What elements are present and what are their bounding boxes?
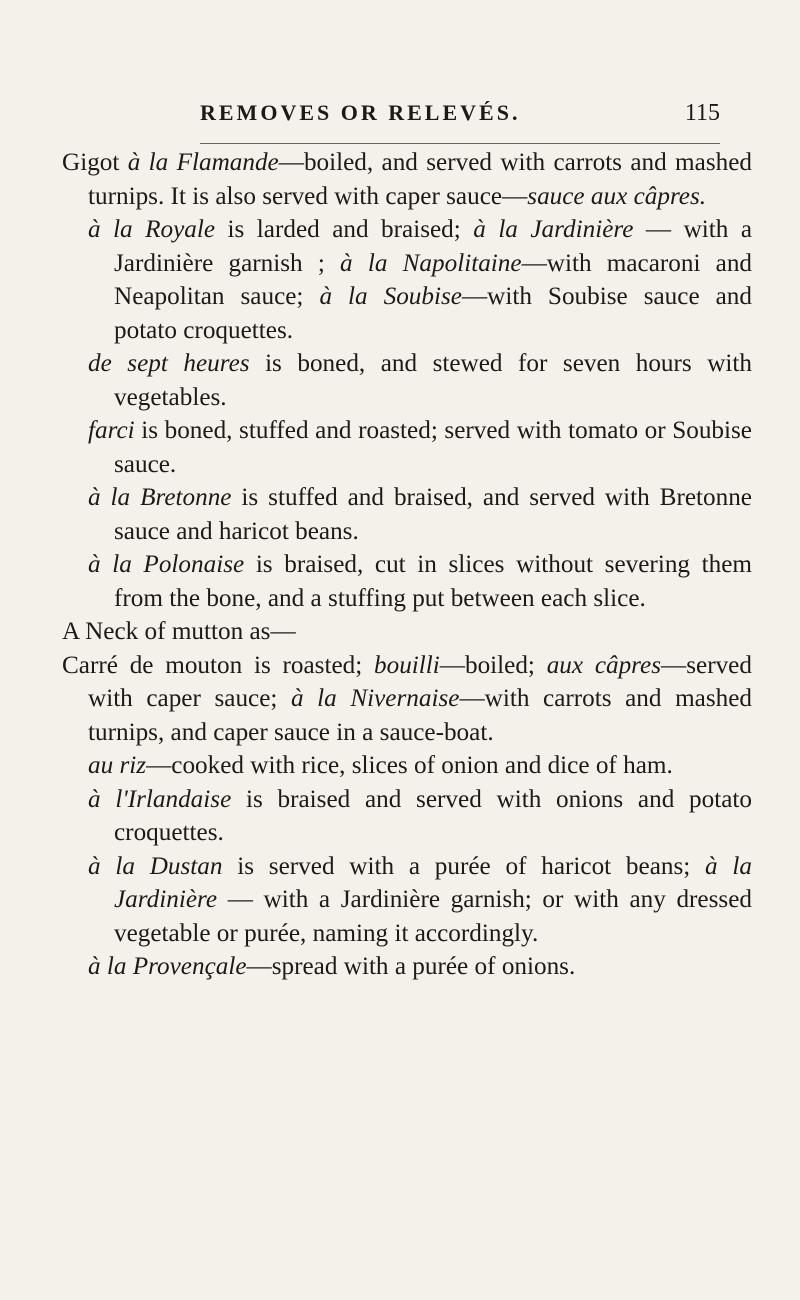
text-run: is larded and braised; [215, 216, 474, 243]
text-run: — with a Jardinière garnish ; [114, 216, 752, 277]
text-run: —with carrots and mashed turnips, and caper sauce in a sauce-boat. [88, 685, 753, 746]
text-run: —boiled; [439, 651, 547, 679]
text-run: is stuffed and braised, and served with Bretonne sauce and haricot beans. [114, 484, 752, 545]
text-run: —with macaroni and Neapolitan sauce; [114, 249, 753, 310]
italic-run: à l'Irlandaise [88, 785, 232, 813]
entry-dustan [62, 850, 752, 951]
text-run: Carré de mouton is roasted; [62, 651, 374, 679]
text-run: is braised and served with onions and potato croquettes. [114, 785, 752, 846]
italic-run: à la Jardinière [473, 216, 634, 243]
entry-royale [62, 213, 752, 347]
italic-run: à la Provençale [88, 953, 247, 980]
italic-run: de sept heures [88, 350, 250, 377]
chapter-title: REMOVES OR RELEVÉS. [200, 100, 521, 125]
italic-run: à la Soubise [319, 283, 462, 310]
entry-sept-heures [62, 347, 752, 414]
italic-run: à la Polonaise [88, 551, 245, 578]
page-number: 115 [684, 100, 720, 126]
italic-run: à la Nivernaise [290, 685, 460, 712]
running-header [200, 100, 720, 136]
entry-bretonne [62, 481, 752, 548]
entry-polonaise [62, 548, 752, 615]
recipe-text [62, 146, 752, 984]
italic-run: à la Royale [88, 216, 216, 243]
entry-au-riz [62, 749, 752, 783]
text-run: —spread with a purée of onions. [246, 953, 576, 980]
italic-run: à la Napolitaine [340, 249, 522, 277]
entry-gigot [62, 146, 752, 213]
entry-carre-de-mouton [62, 649, 752, 750]
text-run: — with a Jardinière garnish; or with any dressed vegetable or purée, naming it accordingly. [114, 886, 752, 947]
italic-run: farci [88, 417, 135, 444]
text-run: is boned, stuffed and roasted; served with tomato or Soubise sauce. [114, 417, 752, 478]
header-rule [200, 143, 720, 144]
entry-farci [62, 414, 752, 481]
italic-run: à la Jardinière [114, 852, 752, 913]
entry-provencale [62, 950, 752, 984]
text-run: —served with caper sauce; [88, 651, 752, 712]
text-run: Gigot [62, 149, 128, 176]
italic-run: à la Dustan [88, 852, 223, 880]
text-run: —with Soubise sauce and potato croquettes. [114, 283, 752, 344]
italic-run: à la Flamande [127, 149, 279, 176]
entry-neck-of-mutton [62, 615, 752, 649]
text-run: —cooked with rice, slices of onion and dice of ham. [146, 752, 673, 779]
italic-run: aux câpres [546, 651, 662, 679]
italic-run: bouilli [374, 651, 440, 679]
entry-irlandaise [62, 783, 752, 850]
italic-run: au riz [88, 752, 147, 779]
italic-run: sauce aux câpres. [527, 182, 707, 210]
text-run: —boiled, and served with carrots and mashed turnips. It is also served with caper sauce— [88, 149, 752, 210]
text-run: A Neck of mutton as— [62, 618, 296, 645]
text-run: is served with a purée of haricot beans; [222, 852, 706, 880]
italic-run: à la Bretonne [88, 484, 232, 511]
text-run: is boned, and stewed for seven hours with vegetables. [114, 350, 752, 411]
text-run: is braised, cut in slices without severing them from the bone, and a stuffing put between each slice. [114, 551, 752, 612]
